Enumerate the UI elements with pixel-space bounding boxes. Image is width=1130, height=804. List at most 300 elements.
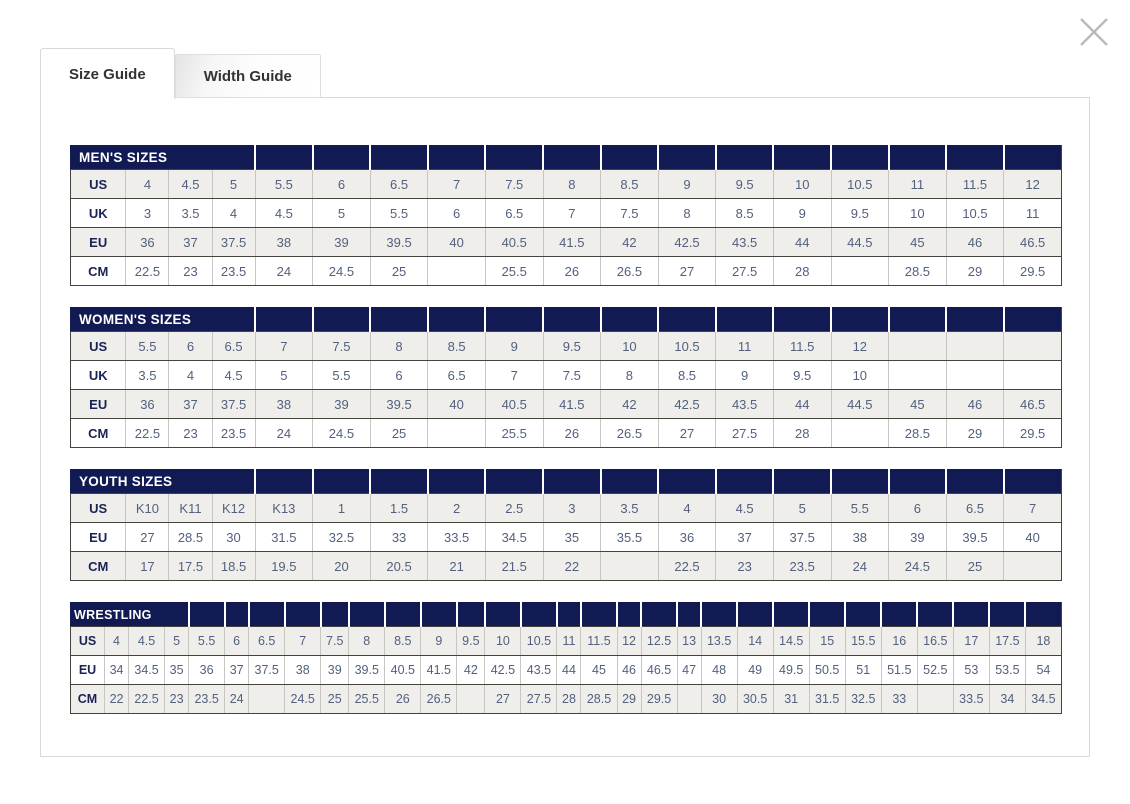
size-cell: 14.5	[773, 627, 809, 656]
header-cell	[881, 603, 917, 627]
header-cell	[485, 308, 543, 332]
size-cell: 28.5	[889, 257, 947, 286]
size-cell: 40.5	[485, 228, 543, 257]
size-cell: 20	[313, 552, 371, 581]
header-cell	[255, 146, 313, 170]
size-cell: 7	[543, 199, 601, 228]
size-cell: 6	[889, 494, 947, 523]
size-cell: 17	[126, 552, 169, 581]
size-cell: 7.5	[485, 170, 543, 199]
table-header-row	[71, 603, 1062, 627]
size-cell: 27.5	[716, 419, 774, 448]
size-cell: 38	[831, 523, 889, 552]
size-cell: 10	[831, 361, 889, 390]
size-cell: 28.5	[581, 685, 617, 714]
size-cell: 26	[385, 685, 421, 714]
size-cell: 29.5	[1004, 419, 1062, 448]
size-cell: 33	[370, 523, 428, 552]
size-cell: 46	[946, 390, 1004, 419]
size-cell: 24.5	[313, 419, 371, 448]
header-cell	[385, 603, 421, 627]
size-cell: 23.5	[212, 419, 255, 448]
size-cell: 7.5	[321, 627, 349, 656]
size-cell: 17.5	[989, 627, 1025, 656]
size-cell: 11.5	[946, 170, 1004, 199]
size-cell: 27	[658, 419, 716, 448]
size-cell: 9	[421, 627, 457, 656]
size-row	[71, 390, 1062, 419]
header-cell	[485, 470, 543, 494]
size-cell: 46	[617, 656, 641, 685]
header-cell	[1004, 470, 1062, 494]
header-cell	[421, 603, 457, 627]
size-cell: 22	[543, 552, 601, 581]
header-cell	[428, 470, 486, 494]
table-title: WOMEN'S SIZES	[71, 308, 256, 332]
size-cell: 29	[946, 257, 1004, 286]
size-cell: K11	[169, 494, 212, 523]
size-cell: 4	[126, 170, 169, 199]
header-cell	[521, 603, 557, 627]
size-cell: 18.5	[212, 552, 255, 581]
size-cell: 25.5	[485, 419, 543, 448]
size-cell: 4	[105, 627, 129, 656]
size-cell	[428, 419, 486, 448]
header-cell	[953, 603, 989, 627]
size-cell: 46.5	[1004, 228, 1062, 257]
size-cell: 9	[658, 170, 716, 199]
size-cell: 8.5	[385, 627, 421, 656]
size-row	[71, 228, 1062, 257]
size-cell: 3.5	[126, 361, 169, 390]
size-cell: 9.5	[543, 332, 601, 361]
size-cell: 26.5	[421, 685, 457, 714]
size-cell: 52.5	[917, 656, 953, 685]
size-cell: 5	[212, 170, 255, 199]
size-cell: 37	[169, 228, 212, 257]
size-cell: 7	[428, 170, 486, 199]
size-cell	[917, 685, 953, 714]
size-cell: 43.5	[521, 656, 557, 685]
header-cell	[1004, 308, 1062, 332]
size-cell: 9.5	[773, 361, 831, 390]
header-cell	[677, 603, 701, 627]
size-cell: 30	[701, 685, 737, 714]
size-cell: 5.5	[255, 170, 313, 199]
size-cell: 11.5	[581, 627, 617, 656]
size-cell: 36	[126, 390, 169, 419]
size-cell: 22.5	[129, 685, 165, 714]
size-cell: 26	[543, 419, 601, 448]
header-cell	[601, 470, 659, 494]
size-cell: 13.5	[701, 627, 737, 656]
size-cell: 7.5	[313, 332, 371, 361]
size-cell: 38	[285, 656, 321, 685]
size-cell: 6.5	[946, 494, 1004, 523]
header-cell	[428, 146, 486, 170]
row-label: US	[71, 494, 126, 523]
size-cell: 29.5	[641, 685, 677, 714]
size-cell: 33.5	[428, 523, 486, 552]
size-cell: 44	[773, 228, 831, 257]
header-cell	[831, 308, 889, 332]
size-cell: 41.5	[543, 228, 601, 257]
size-cell: 6.5	[370, 170, 428, 199]
header-cell	[313, 146, 371, 170]
header-cell	[255, 470, 313, 494]
header-cell	[831, 470, 889, 494]
row-label: CM	[71, 419, 126, 448]
size-cell: 38	[255, 390, 313, 419]
header-cell	[255, 308, 313, 332]
header-cell	[601, 146, 659, 170]
table-header-row	[71, 470, 1062, 494]
size-cell: 39	[313, 228, 371, 257]
header-cell	[349, 603, 385, 627]
size-cell: 10	[601, 332, 659, 361]
table-womens-sizes	[70, 307, 1062, 448]
size-cell: 24	[225, 685, 249, 714]
size-cell: 40.5	[485, 390, 543, 419]
row-label: EU	[71, 656, 105, 685]
size-cell: 4.5	[129, 627, 165, 656]
size-cell: 6.5	[428, 361, 486, 390]
header-cell	[773, 470, 831, 494]
row-label: UK	[71, 199, 126, 228]
size-cell: 8	[349, 627, 385, 656]
size-cell: 8	[543, 170, 601, 199]
size-cell	[946, 332, 1004, 361]
header-cell	[249, 603, 285, 627]
size-cell: 6.5	[212, 332, 255, 361]
size-guide-content	[40, 97, 1090, 757]
size-cell: 23.5	[773, 552, 831, 581]
size-row	[71, 523, 1062, 552]
size-cell: 9.5	[831, 199, 889, 228]
size-cell: 21	[428, 552, 486, 581]
size-cell: 10.5	[658, 332, 716, 361]
size-cell	[1004, 361, 1062, 390]
header-cell	[601, 308, 659, 332]
size-cell: 44.5	[831, 390, 889, 419]
header-cell	[1025, 603, 1061, 627]
size-cell: 41.5	[543, 390, 601, 419]
size-cell: 40	[428, 228, 486, 257]
size-row	[71, 656, 1062, 685]
tab-size-guide[interactable]: Size Guide	[40, 48, 175, 99]
size-cell: 37	[169, 390, 212, 419]
size-row	[71, 361, 1062, 390]
size-cell: 25.5	[349, 685, 385, 714]
size-row	[71, 494, 1062, 523]
size-cell: 9	[773, 199, 831, 228]
size-cell: 23	[716, 552, 774, 581]
size-cell: K10	[126, 494, 169, 523]
size-cell: 49.5	[773, 656, 809, 685]
size-cell: 34.5	[485, 523, 543, 552]
size-cell: 25	[370, 257, 428, 286]
size-cell: 40.5	[385, 656, 421, 685]
size-cell: 34	[989, 685, 1025, 714]
size-cell	[831, 257, 889, 286]
size-cell: 5.5	[370, 199, 428, 228]
size-cell: 33.5	[953, 685, 989, 714]
size-guide-dialog	[40, 48, 1090, 757]
size-cell: 7.5	[543, 361, 601, 390]
row-label: US	[71, 627, 105, 656]
size-cell: 37.5	[212, 390, 255, 419]
table-mens-sizes	[70, 145, 1062, 286]
size-cell	[831, 419, 889, 448]
table-title: YOUTH SIZES	[71, 470, 256, 494]
size-cell: 36	[658, 523, 716, 552]
header-cell	[370, 146, 428, 170]
size-cell: 54	[1025, 656, 1061, 685]
size-cell: 26.5	[601, 257, 659, 286]
size-cell: 23.5	[189, 685, 225, 714]
header-cell	[737, 603, 773, 627]
size-cell: 27	[126, 523, 169, 552]
size-cell: 10.5	[521, 627, 557, 656]
header-cell	[946, 308, 1004, 332]
size-cell: 17	[953, 627, 989, 656]
size-cell: 24.5	[285, 685, 321, 714]
size-cell: 39.5	[370, 228, 428, 257]
size-cell: 26	[543, 257, 601, 286]
header-cell	[917, 603, 953, 627]
size-cell: 18	[1025, 627, 1061, 656]
size-cell: 10	[485, 627, 521, 656]
size-cell: 3	[543, 494, 601, 523]
size-cell: 48	[701, 656, 737, 685]
size-row	[71, 257, 1062, 286]
size-cell: 33	[881, 685, 917, 714]
size-cell: 15	[809, 627, 845, 656]
size-cell: 6.5	[249, 627, 285, 656]
size-cell: 40	[1004, 523, 1062, 552]
header-cell	[658, 308, 716, 332]
header-cell	[370, 470, 428, 494]
size-cell: 17.5	[169, 552, 212, 581]
header-cell	[701, 603, 737, 627]
size-cell: 16	[881, 627, 917, 656]
size-cell: 28.5	[169, 523, 212, 552]
size-cell: 11	[557, 627, 581, 656]
size-cell: 12.5	[641, 627, 677, 656]
size-cell: 37	[716, 523, 774, 552]
table-wrestling	[70, 602, 1062, 714]
size-cell: 24	[255, 419, 313, 448]
size-cell: 23.5	[212, 257, 255, 286]
size-cell: 39	[321, 656, 349, 685]
size-cell: 20.5	[370, 552, 428, 581]
header-cell	[581, 603, 617, 627]
size-cell: 5	[773, 494, 831, 523]
size-cell	[1004, 332, 1062, 361]
size-cell: 3	[126, 199, 169, 228]
size-cell: 29	[617, 685, 641, 714]
size-cell	[601, 552, 659, 581]
size-cell: 22	[105, 685, 129, 714]
size-cell: 8.5	[601, 170, 659, 199]
header-cell	[989, 603, 1025, 627]
header-cell	[946, 470, 1004, 494]
size-row	[71, 170, 1062, 199]
row-label: EU	[71, 523, 126, 552]
size-cell: 31.5	[809, 685, 845, 714]
size-cell: 3.5	[601, 494, 659, 523]
size-cell: 5	[165, 627, 189, 656]
size-cell: 37.5	[212, 228, 255, 257]
size-cell: 11	[889, 170, 947, 199]
header-cell	[658, 146, 716, 170]
table-title: MEN'S SIZES	[71, 146, 256, 170]
table-youth-sizes	[70, 469, 1062, 581]
size-cell: 42.5	[485, 656, 521, 685]
size-cell: 22.5	[126, 257, 169, 286]
header-cell	[321, 603, 349, 627]
size-cell: 6	[225, 627, 249, 656]
header-cell	[370, 308, 428, 332]
header-cell	[889, 308, 947, 332]
close-button[interactable]	[1074, 12, 1114, 52]
size-cell: 42.5	[658, 390, 716, 419]
size-cell: 1.5	[370, 494, 428, 523]
header-cell	[889, 470, 947, 494]
size-cell: 28	[557, 685, 581, 714]
size-cell: 4.5	[212, 361, 255, 390]
header-cell	[773, 603, 809, 627]
size-cell: 6	[370, 361, 428, 390]
row-label: EU	[71, 228, 126, 257]
size-cell: 43.5	[716, 390, 774, 419]
size-cell: 24	[255, 257, 313, 286]
size-cell: 32.5	[313, 523, 371, 552]
size-cell: 6.5	[485, 199, 543, 228]
size-cell: 43.5	[716, 228, 774, 257]
size-cell: 39	[313, 390, 371, 419]
size-cell: 19.5	[255, 552, 313, 581]
size-cell: K12	[212, 494, 255, 523]
size-cell: 30	[212, 523, 255, 552]
size-cell: 24.5	[313, 257, 371, 286]
size-cell: 28	[773, 419, 831, 448]
size-cell: 8	[370, 332, 428, 361]
header-cell	[716, 146, 774, 170]
header-cell	[946, 146, 1004, 170]
size-cell: 34	[105, 656, 129, 685]
size-cell: 9	[716, 361, 774, 390]
size-cell: 39.5	[370, 390, 428, 419]
size-cell: 32.5	[845, 685, 881, 714]
size-cell: 51.5	[881, 656, 917, 685]
size-cell: 37.5	[249, 656, 285, 685]
size-cell: 53.5	[989, 656, 1025, 685]
size-cell: 3.5	[169, 199, 212, 228]
size-cell: 23	[169, 419, 212, 448]
size-cell: 24.5	[889, 552, 947, 581]
size-cell	[889, 332, 947, 361]
size-cell: 22.5	[658, 552, 716, 581]
size-cell: 8	[601, 361, 659, 390]
size-cell: 9	[485, 332, 543, 361]
size-cell: 27	[658, 257, 716, 286]
size-cell: 5	[313, 199, 371, 228]
size-cell: 25	[370, 419, 428, 448]
size-cell: 4	[658, 494, 716, 523]
size-cell: 2	[428, 494, 486, 523]
size-cell: 4.5	[255, 199, 313, 228]
size-cell: 5.5	[831, 494, 889, 523]
size-cell: 26.5	[601, 419, 659, 448]
header-cell	[889, 146, 947, 170]
size-cell: 45	[889, 390, 947, 419]
size-cell	[249, 685, 285, 714]
size-cell: 41.5	[421, 656, 457, 685]
header-cell	[716, 470, 774, 494]
size-cell: 5.5	[313, 361, 371, 390]
size-cell: 8	[658, 199, 716, 228]
tab-width-guide[interactable]: Width Guide	[175, 54, 321, 98]
size-row	[71, 627, 1062, 656]
size-cell: 37	[225, 656, 249, 685]
size-cell: 1	[313, 494, 371, 523]
size-cell: 42	[601, 390, 659, 419]
size-cell: K13	[255, 494, 313, 523]
row-label: EU	[71, 390, 126, 419]
table-header-row	[71, 308, 1062, 332]
size-cell	[677, 685, 701, 714]
header-cell	[809, 603, 845, 627]
header-cell	[543, 146, 601, 170]
size-cell: 4.5	[716, 494, 774, 523]
size-cell: 44	[557, 656, 581, 685]
size-row	[71, 332, 1062, 361]
size-cell: 27.5	[521, 685, 557, 714]
size-row	[71, 199, 1062, 228]
size-cell: 15.5	[845, 627, 881, 656]
row-label: CM	[71, 685, 105, 714]
size-cell: 9.5	[716, 170, 774, 199]
header-cell	[457, 603, 485, 627]
header-cell	[557, 603, 581, 627]
size-row	[71, 685, 1062, 714]
header-cell	[313, 308, 371, 332]
size-cell: 38	[255, 228, 313, 257]
size-cell: 7	[255, 332, 313, 361]
size-cell: 42	[601, 228, 659, 257]
size-cell: 28.5	[889, 419, 947, 448]
size-cell: 31.5	[255, 523, 313, 552]
row-label: CM	[71, 257, 126, 286]
header-cell	[1004, 146, 1062, 170]
size-cell: 7	[285, 627, 321, 656]
size-cell: 39.5	[946, 523, 1004, 552]
size-cell: 36	[126, 228, 169, 257]
size-cell: 7	[485, 361, 543, 390]
size-cell: 46.5	[1004, 390, 1062, 419]
size-cell: 25	[946, 552, 1004, 581]
header-cell	[845, 603, 881, 627]
header-cell	[313, 470, 371, 494]
table-header-row	[71, 146, 1062, 170]
size-cell: 53	[953, 656, 989, 685]
header-cell	[773, 308, 831, 332]
size-cell: 49	[737, 656, 773, 685]
size-cell	[889, 361, 947, 390]
size-cell: 5	[255, 361, 313, 390]
tab-bar	[40, 48, 1090, 98]
